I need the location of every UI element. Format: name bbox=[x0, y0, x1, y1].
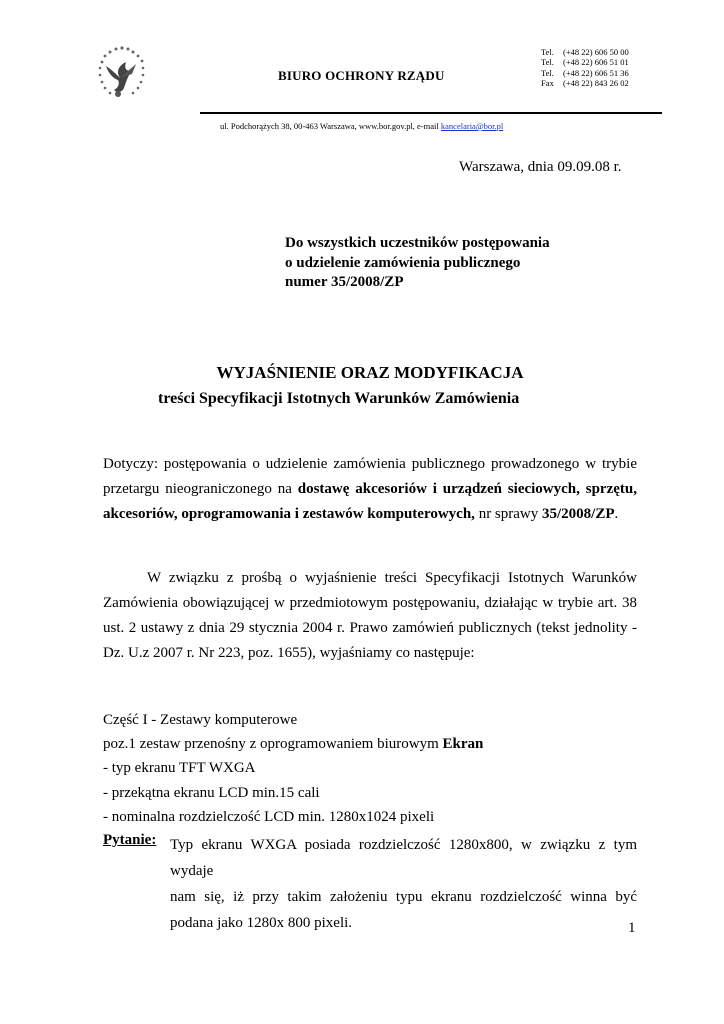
eagle-emblem-icon bbox=[96, 44, 148, 102]
contact-row bbox=[541, 57, 629, 67]
contact-block bbox=[541, 47, 629, 89]
section-block bbox=[103, 708, 483, 829]
section-item bbox=[103, 732, 483, 756]
contact-row bbox=[541, 68, 629, 78]
question-first-line: Typ ekranu WXGA posiada rozdzielczość 1280x800, w związku z tym wydaje bbox=[170, 837, 637, 879]
section-part-title: Część I - Zestawy komputerowe bbox=[103, 712, 298, 728]
address-line bbox=[220, 121, 503, 131]
document-date: Warszawa, dnia 09.09.08 r. bbox=[459, 159, 622, 175]
contact-label: Tel. bbox=[541, 67, 554, 78]
contact-label: Tel. bbox=[541, 47, 554, 57]
email-link[interactable]: kancelaria@bor.pl bbox=[440, 121, 504, 131]
question-label: Pytanie: bbox=[103, 832, 157, 848]
recipient-line: numer 35/2008/ZP bbox=[285, 274, 404, 290]
header-divider bbox=[200, 112, 662, 114]
address-text: ul. Podchorążych 38, 00-463 Warszawa, www.bor.gov.pl, e-mail bbox=[220, 121, 441, 131]
recipient-line: o udzielenie zamówienia publicznego bbox=[285, 254, 521, 271]
recipient-line: Do wszystkich uczestników postępowania bbox=[285, 235, 550, 251]
spec-line: - przekątna ekranu LCD min.15 cali bbox=[103, 784, 320, 801]
contact-value: (+48 22) 606 51 36 bbox=[563, 67, 629, 78]
contact-row bbox=[541, 78, 629, 88]
page-number: 1 bbox=[628, 920, 636, 936]
item-text: poz.1 zestaw przenośny z oprogramowaniem biurowym bbox=[103, 736, 443, 753]
contact-value: (+48 22) 606 50 00 bbox=[563, 47, 629, 57]
document-title: WYJAŚNIENIE ORAZ MODYFIKACJA bbox=[216, 363, 524, 382]
organization-name: BIURO OCHRONY RZĄDU bbox=[278, 68, 445, 83]
contact-label: Fax bbox=[541, 78, 554, 89]
spec-line: - typ ekranu TFT WXGA bbox=[103, 760, 256, 777]
contact-label: Tel. bbox=[541, 57, 554, 68]
document-subtitle: treści Specyfikacji Istotnych Warunków Zamówienia bbox=[158, 390, 520, 407]
concerning-suffix: . bbox=[614, 506, 619, 522]
intro-paragraph: W związku z prośbą o wyjaśnienie treści Specyfikacji Istotnych Warunków Zamówienia obowiązującej w przedmiotowym postępowaniu, działając w trybie art. 38 ust. 2 ustawy z dnia 29 stycznia 2004 r. Prawo zamówień publicznych (tekst jednolity - Dz. U.z 2007 r. Nr 223, poz. 1655), wyjaśniamy co następuje: bbox=[103, 570, 637, 661]
question-rest: nam się, iż przy takim założeniu typu ekranu rozdzielczość winna być podana jako 1280x 800 pixeli. bbox=[170, 889, 637, 931]
question-text bbox=[170, 832, 637, 936]
contact-value: (+48 22) 606 51 01 bbox=[563, 57, 629, 68]
contact-row bbox=[541, 47, 629, 57]
recipient-block bbox=[285, 234, 550, 293]
contact-value: (+48 22) 843 26 02 bbox=[563, 78, 629, 89]
concerning-subject: dostawę akcesoriów i urządzeń sieciowych, sprzętu, akcesoriów, oprogramowania i zestawów komputerowych, bbox=[103, 481, 637, 522]
item-bold: Ekran bbox=[442, 736, 484, 753]
concerning-prefix: Dotyczy: postępowania o udzielenie zamówienia publicznego prowadzonego w trybie przetargu nieograniczonego na bbox=[103, 456, 637, 497]
concerning-paragraph bbox=[103, 452, 637, 527]
case-number: 35/2008/ZP bbox=[542, 506, 615, 522]
spec-line: - nominalna rozdzielczość LCD min. 1280x1024 pixeli bbox=[103, 808, 435, 825]
case-prefix: nr sprawy bbox=[474, 506, 543, 522]
